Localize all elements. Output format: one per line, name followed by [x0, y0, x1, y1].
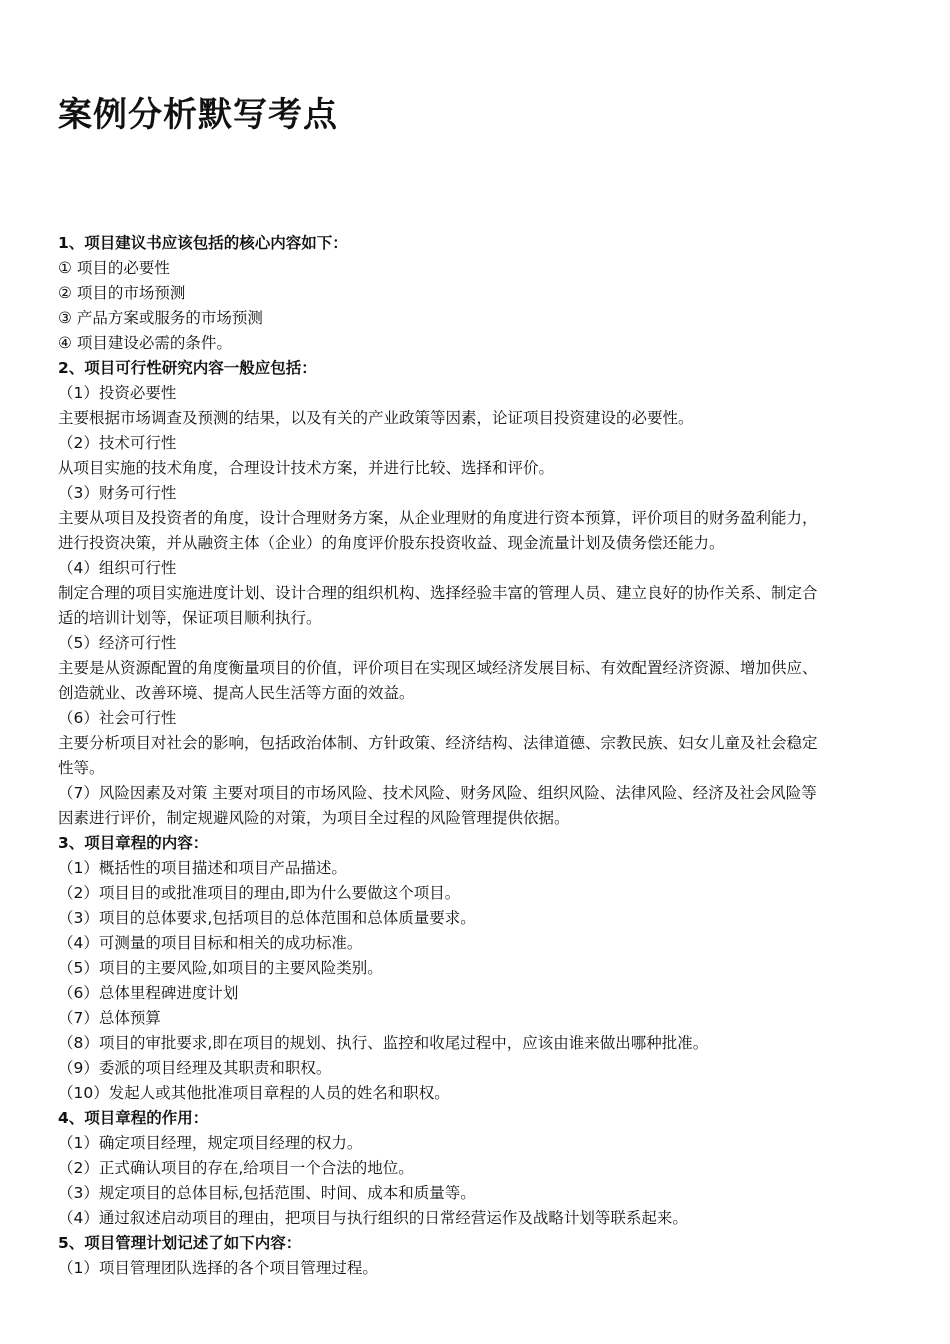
- text-line: 因素进行评价，制定规避风险的对策，为项目全过程的风险管理提供依据。: [58, 809, 570, 827]
- text-line: （7）总体预算: [58, 1009, 161, 1027]
- text-line: 性等。: [58, 759, 105, 777]
- text-line: （2）项目目的或批准项目的理由,即为什么要做这个项目。: [58, 884, 461, 902]
- section-heading: 2、项目可行性研究内容一般应包括：: [58, 359, 317, 377]
- section-heading: 4、项目章程的作用：: [58, 1109, 209, 1127]
- text-line: （2）技术可行性: [58, 434, 177, 452]
- text-line: 进行投资决策，并从融资主体（企业）的角度评价股东投资收益、现金流量计划及债务偿还能力。: [58, 534, 725, 552]
- text-line: 从项目实施的技术角度，合理设计技术方案，并进行比较、选择和评价。: [58, 459, 555, 477]
- text-line: 主要从项目及投资者的角度，设计合理财务方案，从企业理财的角度进行资本预算，评价项目的财务盈利能力，: [58, 509, 818, 527]
- section-heading: 1、项目建议书应该包括的核心内容如下：: [58, 234, 348, 252]
- text-line: （4）组织可行性: [58, 559, 177, 577]
- text-line: 制定合理的项目实施进度计划、设计合理的组织机构、选择经验丰富的管理人员、建立良好的协作关系、制定合: [58, 584, 818, 602]
- text-line: （4）通过叙述启动项目的理由，把项目与执行组织的日常经营运作及战略计划等联系起来。: [58, 1209, 688, 1227]
- text-line: （5）经济可行性: [58, 634, 177, 652]
- text-line: （10）发起人或其他批准项目章程的人员的姓名和职权。: [58, 1084, 450, 1102]
- text-line: （1）确定项目经理，规定项目经理的权力。: [58, 1134, 363, 1152]
- section-heading: 5、项目管理计划记述了如下内容：: [58, 1234, 302, 1252]
- text-line: 主要是从资源配置的角度衡量项目的价值，评价项目在实现区域经济发展目标、有效配置经济资源、增加供应、: [58, 659, 818, 677]
- text-line: ① 项目的必要性: [58, 259, 170, 277]
- text-line: （3）财务可行性: [58, 484, 177, 502]
- text-line: ④ 项目建设必需的条件。: [58, 334, 232, 352]
- text-line: （9）委派的项目经理及其职责和职权。: [58, 1059, 332, 1077]
- text-line: （5）项目的主要风险,如项目的主要风险类别。: [58, 959, 383, 977]
- text-line: 主要根据市场调查及预测的结果，以及有关的产业政策等因素，论证项目投资建设的必要性。: [58, 409, 694, 427]
- text-line: （1）投资必要性: [58, 384, 177, 402]
- text-line: （1）概括性的项目描述和项目产品描述。: [58, 859, 347, 877]
- text-line: （6）社会可行性: [58, 709, 177, 727]
- text-line: （4）可测量的项目目标和相关的成功标准。: [58, 934, 363, 952]
- text-line: （2）正式确认项目的存在,给项目一个合法的地位。: [58, 1159, 414, 1177]
- text-line: （1）项目管理团队选择的各个项目管理过程。: [58, 1259, 378, 1277]
- text-line: 主要分析项目对社会的影响，包括政治体制、方针政策、经济结构、法律道德、宗教民族、妇女儿童及社会稳定: [58, 734, 818, 752]
- text-line: 适的培训计划等，保证项目顺利执行。: [58, 609, 322, 627]
- text-line: （3）规定项目的总体目标,包括范围、时间、成本和质量等。: [58, 1184, 476, 1202]
- text-line: （3）项目的总体要求,包括项目的总体范围和总体质量要求。: [58, 909, 476, 927]
- text-line: （7）风险因素及对策 主要对项目的市场风险、技术风险、财务风险、组织风险、法律风险、经济及社会风险等: [58, 784, 817, 802]
- text-line: ② 项目的市场预测: [58, 284, 186, 302]
- text-line: ③ 产品方案或服务的市场预测: [58, 309, 263, 327]
- document-body: [58, 231, 898, 1281]
- section-heading: 3、项目章程的内容：: [58, 834, 209, 852]
- text-line: （6）总体里程碑进度计划: [58, 984, 239, 1002]
- text-line: （8）项目的审批要求,即在项目的规划、执行、监控和收尾过程中，应该由谁来做出哪种批准。: [58, 1034, 709, 1052]
- text-line: 创造就业、改善环境、提高人民生活等方面的效益。: [58, 684, 415, 702]
- document-title: 案例分析默写考点: [58, 95, 338, 135]
